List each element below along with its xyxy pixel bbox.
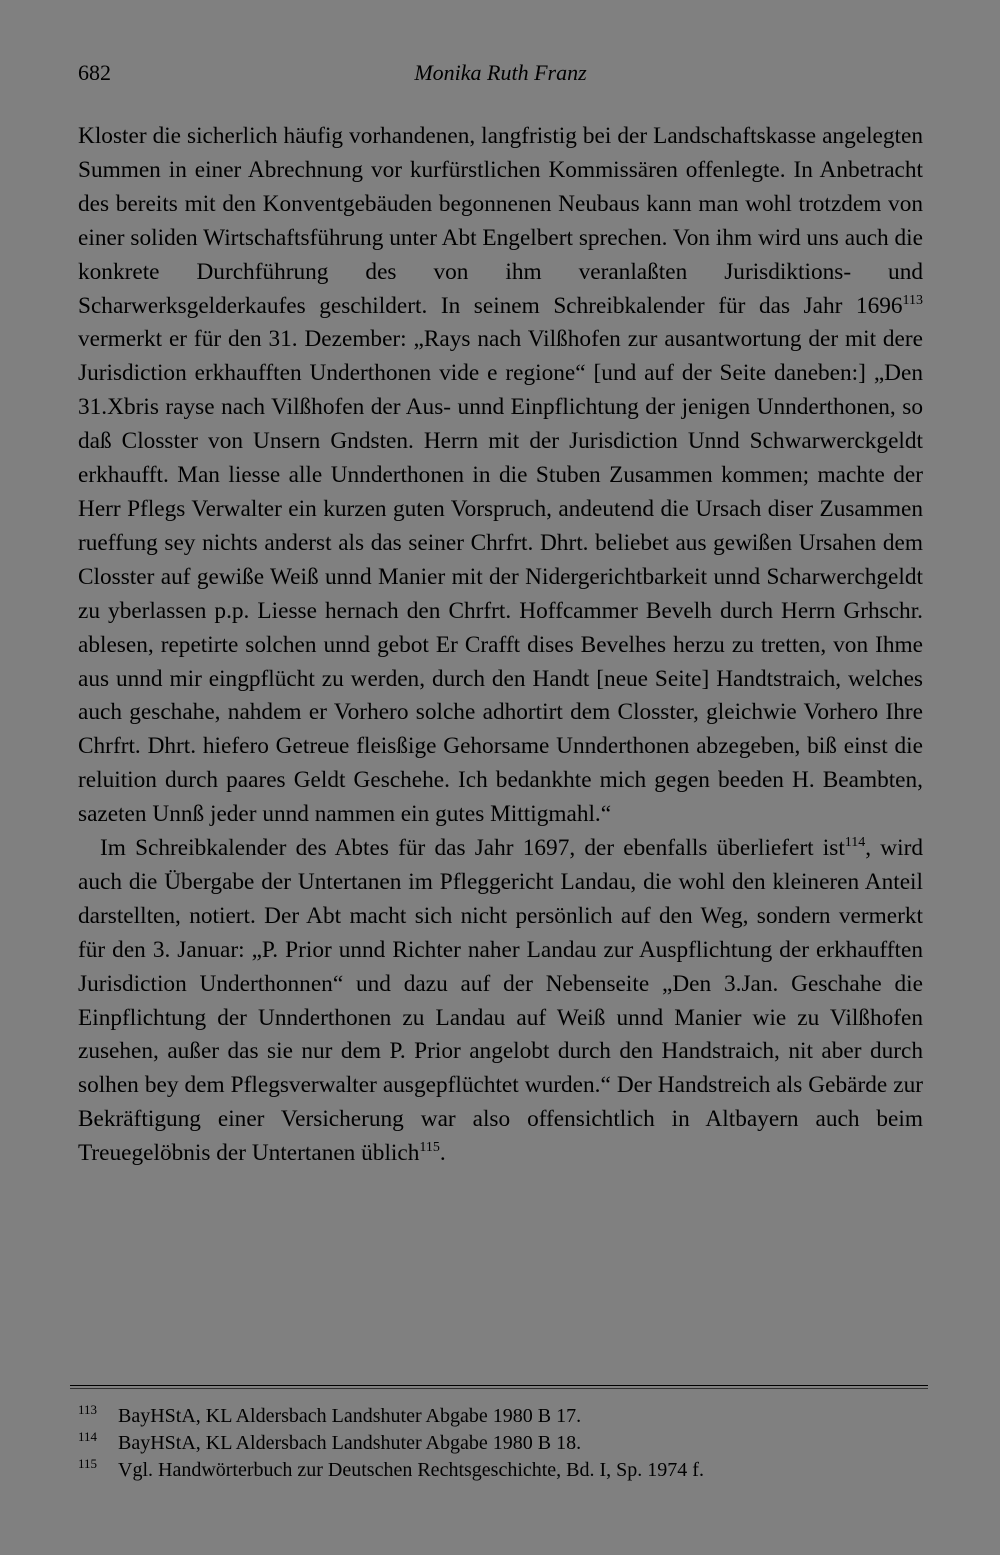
footnote-113: 113 BayHStA, KL Aldersbach Landshuter Abgabe 1980 B 17. bbox=[78, 1402, 582, 1427]
paragraph-2 bbox=[78, 832, 923, 1171]
footnote-ref-115[interactable]: 115 bbox=[419, 1140, 440, 1156]
running-head: Monika Ruth Franz bbox=[414, 60, 587, 85]
page-header bbox=[78, 60, 923, 92]
footnote-text: BayHStA, KL Aldersbach Landshuter Abgabe 1980 B 18. bbox=[118, 1432, 582, 1454]
paragraph-2-text-a: Im Schreibkalender des Abtes für das Jahr 1697, der ebenfalls überliefert ist bbox=[100, 835, 845, 862]
footnote-ref-113[interactable]: 113 bbox=[902, 292, 923, 308]
body-text bbox=[78, 120, 923, 1171]
paragraph-2-text-c: . bbox=[439, 1140, 446, 1167]
paragraph-1-text-a: Kloster die sicherlich häufig vorhandenen, langfristig bei der Landschaftskasse angelegten Summen in einer Abrechnung vor kurfürstlichen Kommissären offenlegte. In Anbetracht des bereits mit den Konventgebäuden begonnenen Neubaus kann man wohl trotzdem von einer soliden Wirtschaftsführung unter Abt Engelbert sprechen. Von ihm wird uns auch die konkrete Durchführung des von ihm veranlaßten Jurisdiktions- und Scharwerksgelderkaufes geschildert. In seinem Schreibkalender für das Jahr 1696 bbox=[78, 123, 923, 319]
paragraph-1 bbox=[78, 120, 923, 832]
footnote-114: 114 BayHStA, KL Aldersbach Landshuter Abgabe 1980 B 18. bbox=[78, 1429, 582, 1454]
page-number: 682 bbox=[78, 60, 111, 85]
footnote-text: BayHStA, KL Aldersbach Landshuter Abgabe 1980 B 17. bbox=[118, 1405, 582, 1427]
footnote-divider-secondary bbox=[70, 1388, 928, 1389]
footnote-text: Vgl. Handwörterbuch zur Deutschen Rechtsgeschichte, Bd. I, Sp. 1974 f. bbox=[118, 1459, 704, 1481]
footnote-ref-114[interactable]: 114 bbox=[844, 835, 866, 851]
footnote-divider bbox=[70, 1385, 928, 1386]
footnote-115: 115 Vgl. Handwörterbuch zur Deutschen Rechtsgeschichte, Bd. I, Sp. 1974 f. bbox=[78, 1456, 704, 1481]
footnotes bbox=[78, 1403, 923, 1484]
paragraph-2-text-b: , wird auch die Übergabe der Untertanen im Pfleggericht Landau, die wohl den kleineren Anteil darstellten, notiert. Der Abt macht sich nicht persönlich auf den Weg, sondern vermerkt für den 3. Januar: „P. Prior unnd Richter naher Landau zur Auspflichtung der erkhaufften Jurisdiction Underthonnen“ und dazu auf der Nebenseite „Den 3.Jan. Geschahe die Einpflichtung der Unnderthonen zu Landau auf Weiß unnd Manier wie zu Vilßhofen zusehen, außer das sie nur dem P. Prior angelobt durch den Handstraich, nit aber durch solhen bey dem Pflegsverwalter ausgepflüchtet wurden.“ Der Handstreich als Gebärde zur Bekräftigung einer Versicherung war also offensichtlich in Altbayern auch beim Treuegelöbnis der Untertanen üblich bbox=[78, 835, 924, 1167]
paragraph-1-text-b: vermerkt er für den 31. Dezember: „Rays nach Vilßhofen zur ausantwortung der mit dere Jurisdiction erkhaufften Underthonen vide e regione“ [und auf der Seite daneben:] „Den 31.Xbris rayse nach Vilßhofen der Aus- unnd Einpflichtung der jenigen Unnderthonen, so daß Closster von Unsern Gndsten. Herrn mit der Jurisdiction Unnd Schwarwerckgeldt erkhaufft. Man liesse alle Unnderthonen in die Stuben Zusammen kommen; machte der Herr Pflegs Verwalter ein kurzen guten Vorspruch, andeutend die Ursach diser Zusammen rueffung sey nichts anderst als das seiner Chrfrt. Dhrt. beliebet aus gewißen Ursahen dem Closster auf gewiße Weiß unnd Manier mit der Nidergerichtbarkeit unnd Scharwerchgeldt zu yberlassen p.p. Liesse hernach den Chrfrt. Hoffcammer Bevelh durch Herrn Grhschr. ablesen, repetirte solchen unnd gebot Er Crafft dises Bevelhes herzu zu tretten, von Ihme aus unnd mir eingpflücht zu werden, durch den Handt [neue Seite] Handtstraich, welches auch geschahe, nahdem er Vorhero solche adhortirt dem Closster, gleichwie Vorhero Ihre Chrfrt. Dhrt. hiefero Getreue fleisßige Gehorsame Unnderthonen abzegeben, biß einst die reluition durch paares Geldt Geschehe. Ich bedankhte mich gegen beeden H. Beambten, sazeten Unnß jeder unnd nammen ein gutes Mittigmahl.“ bbox=[78, 326, 923, 828]
